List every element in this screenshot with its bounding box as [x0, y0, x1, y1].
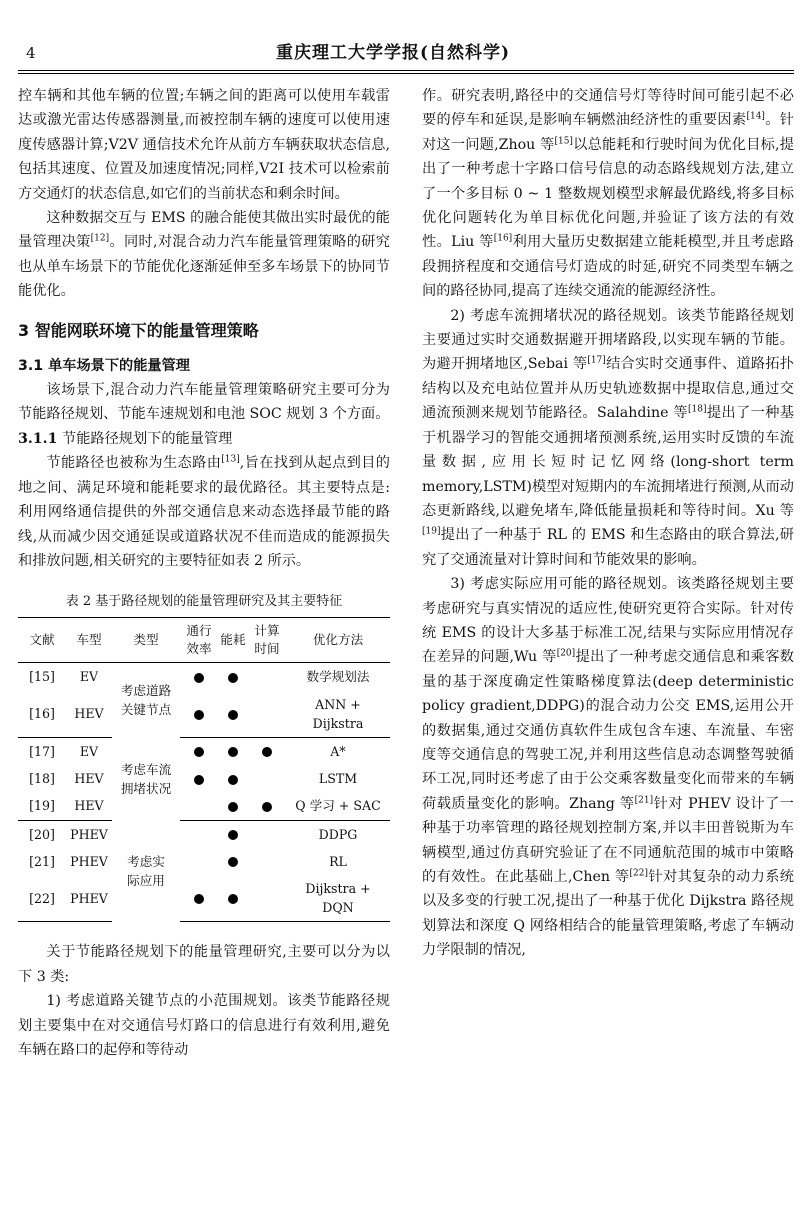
th-time: 计算时间: [248, 618, 286, 663]
th-efficiency: 通行效率: [180, 618, 218, 663]
th-model: 车型: [66, 618, 112, 663]
dot-marker: [228, 802, 238, 812]
dot-marker: [228, 894, 238, 904]
citation-20: [20]: [556, 648, 576, 659]
dot-marker: [194, 747, 204, 757]
dot-marker: [194, 775, 204, 785]
dot-marker: [262, 802, 272, 812]
citation-14: [14]: [746, 111, 765, 122]
left-column: [18, 84, 390, 1062]
dot-marker: [228, 830, 238, 840]
citation-12: [12]: [90, 233, 110, 244]
group-practical: 考虑实际应用: [127, 853, 165, 888]
table-row: [17] EV 考虑车流拥堵状况 A*: [18, 737, 390, 765]
header-rule: [18, 70, 794, 71]
right-paragraph-2: 2) 考虑车流拥堵状况的路径规划。该类节能路径规划主要通过实时交通数据避开拥堵路段,以实现车辆的节能。为避开拥堵地区,Sebai 等[17]结合实时交通事件、道路拓扑结构以及充电站位置并从历史轨迹数据中提取信息,通过交通流预测来规划节能路径。Salahdine 等[18]提出了一种基于机器学习的智能交通拥堵预测系统,运用实时反馈的车流量数据,应用长短时记忆网络(long-short term memory,LSTM)模型对短期内的车流拥堵进行预测,从而动态更新路线,以避免堵车,降低能量损耗和等待时间。Xu 等[19]提出了一种基于 RL 的 EMS 和生态路由的联合算法,研究了交通流量对计算时间和节能效果的影响。: [422, 307, 794, 568]
citation-21: [21]: [634, 795, 654, 806]
table-row: [20] PHEV 考虑实际应用 DDPG: [18, 820, 390, 848]
section-3-1-heading: 3.1 单车场景下的能量管理: [18, 357, 190, 374]
page-number: 4: [26, 44, 36, 62]
dot-marker: [228, 775, 238, 785]
dot-marker: [228, 747, 238, 757]
th-ref: 文献: [18, 618, 66, 663]
left-paragraph-4: 节能路径也被称为生态路由[13],旨在找到从起点到目的地之间、满足环境和能耗要求的最优路径。其主要特点是:利用网络通信提供的外部交通信息来动态选择最节能的路线,从而减少因交通延误或道路状况不佳而造成的能源损失和排放问题,相关研究的主要特征如表 2 所示。: [18, 454, 390, 569]
right-paragraph-1: 作。研究表明,路径中的交通信号灯等待时间可能引起不必要的停车和延误,是影响车辆燃油经济性的重要因素[14]。针对这一问题,Zhou 等[15]以总能耗和行驶时间为优化目标,提出了一种考虑十字路口信号信息的动态路线规划方法,建立了一个多目标 0 ~ 1 整数规划模型求解最优路线,将多目标优化问题转化为单目标优化问题,并验证了该方法的有效性。Liu 等[16]利用大量历史数据建立能耗模型,并且考虑路段拥挤程度和交通信号灯造成的时延,研究不同类型车辆之间的路径协同,提高了连续交通流的能源经济性。: [422, 88, 794, 300]
dot-marker: [194, 710, 204, 720]
table-row: [15] EV 考虑道路关键节点 数学规划法: [18, 663, 390, 691]
journal-title: 重庆理工大学学报(自然科学): [276, 43, 511, 63]
section-3-1-1-heading: 3.1.1 节能路径规划下的能量管理: [18, 430, 233, 447]
left-paragraph-3: 该场景下,混合动力汽车能量管理策略研究主要可分为节能路径规划、节能车速规划和电池 SOC 规划 3 个方面。: [18, 382, 390, 423]
th-method: 优化方法: [286, 618, 390, 663]
th-energy: 能耗: [218, 618, 248, 663]
dot-marker: [228, 673, 238, 683]
section-3-heading: 3 智能网联环境下的能量管理策略: [18, 320, 259, 340]
table-2-caption: 表 2 基于路径规划的能量管理研究及其主要特征: [65, 594, 343, 610]
citation-16: [16]: [493, 233, 513, 244]
table-row: [21] PHEV RL: [29, 853, 347, 869]
left-paragraph-5: 关于节能路径规划下的能量管理研究,主要可以分为以下 3 类:: [18, 944, 390, 985]
left-paragraph-2: 这种数据交互与 EMS 的融合能使其做出实时最优的能量管理决策[12]。同时,对混合动力汽车能量管理策略的研究也从单车场景下的节能优化逐渐延伸至多车场景下的协同节能优化。: [18, 210, 390, 300]
left-paragraph-1: 控车辆和其他车辆的位置;车辆之间的距离可以使用车载雷达或激光雷达传感器测量,而被控制车辆的速度可以使用速度传感器计算;V2V 通信技术允许从前方车辆获取状态信息,包括其速度、位置及加速度情况;同样,V2I 技术可以检索前方交通灯的状态信息,如它们的当前状态和剩余时间。: [18, 88, 390, 202]
group-key-nodes: 考虑道路关键节点: [120, 683, 172, 718]
citation-22: [22]: [629, 868, 649, 879]
table-row: [16] HEV ANN + Dijkstra: [18, 691, 390, 738]
left-paragraph-6: 1) 考虑道路关键节点的小范围规划。该类节能路径规划主要集中在对交通信号灯路口的信息进行有效利用,避免车辆在路口的起停和等待动: [18, 993, 390, 1058]
citation-17: [17]: [587, 355, 606, 366]
header-rule-thin: [18, 73, 794, 74]
th-type: 类型: [112, 618, 180, 663]
dot-marker: [262, 747, 272, 757]
citation-18: [18]: [687, 404, 707, 415]
dot-marker: [228, 857, 238, 867]
right-column: [422, 84, 794, 963]
table-row: [18] HEV LSTM: [29, 771, 358, 787]
table-row: [19] HEV Q 学习 + SAC: [18, 792, 390, 820]
dot-marker: [228, 710, 238, 720]
group-congestion: 考虑车流拥堵状况: [120, 761, 172, 796]
citation-15: [15]: [554, 136, 573, 147]
table-2: [18, 617, 390, 922]
right-paragraph-3: 3) 考虑实际应用可能的路径规划。该类路径规划主要考虑研究与真实情况的适应性,使研究更符合实际。针对传统 EMS 的设计大多基于标准工况,结果与实际应用情况存在差异的问题,Wu 等[20]提出了一种考虑交通信息和乘客数量的基于深度确定性策略梯度算法(deep deterministic policy gradient,DDPG)的混合动力公交 EMS,运用公开的数据集,通过交通仿真软件生成包含车速、车流量、车密度等交通信息的驾驶工况,并利用这些信息动态调整驾驶循环工况,同时还考虑了由于公交乘客数量变化而带来的车辆荷载质量变化的影响。Zhang 等[21]针对 PHEV 设计了一种基于功率管理的路径规划控制方案,并以丰田普锐斯为车辆模型,通过仿真研究验证了在不同通航范围的城市中策略的有效性。在此基础上,Chen 等[22]针对其复杂的动力系统以及多变的行驶工况,提出了一种基于优化 Dijkstra 路径规划算法和深度 Q 网络相结合的能量管理策略,考虑了车辆动力学限制的情况,: [422, 576, 794, 959]
citation-13: [13]: [221, 454, 240, 465]
dot-marker: [194, 894, 204, 904]
dot-marker: [194, 673, 204, 683]
citation-19: [19]: [422, 526, 441, 537]
table-row: [22] PHEV Dijkstra + DQN: [18, 875, 390, 922]
